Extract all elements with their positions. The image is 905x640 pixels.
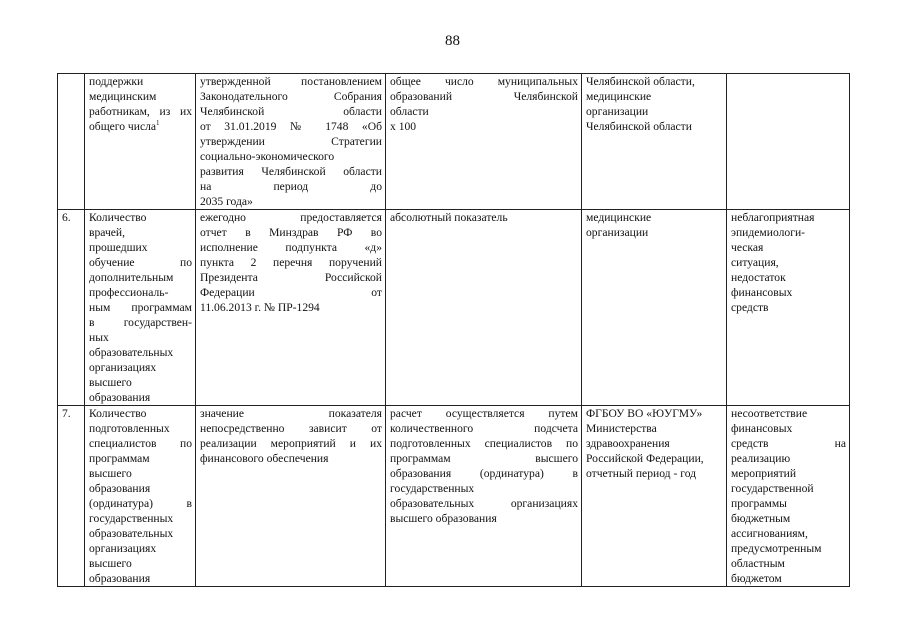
cell-line: 2035 года» <box>200 195 253 208</box>
cell-line: ассигнованиям, <box>731 527 808 540</box>
responsible-cell <box>582 210 727 406</box>
cell-line: исполнение подпункта «д» <box>200 241 382 254</box>
cell-line: высшего <box>89 467 132 480</box>
cell-line: обучение по <box>89 256 192 269</box>
calculation-method-cell <box>386 74 582 210</box>
cell-line: Количество <box>89 211 147 224</box>
cell-line: высшего <box>89 376 132 389</box>
row-number: 6. <box>62 211 71 224</box>
row-number-cell <box>58 406 85 587</box>
cell-line: развития Челябинской области <box>200 165 382 178</box>
cell-line: финансовых <box>731 286 793 299</box>
cell-line: медицинские <box>586 211 652 224</box>
cell-line: организации <box>586 226 649 239</box>
cell-line: в государствен- <box>89 316 192 329</box>
cell-line: ных <box>89 331 109 344</box>
cell-line: здравоохранения <box>586 437 670 450</box>
cell-line: непосредственно зависит от <box>200 422 382 435</box>
cell-line: Российской Федерации, <box>586 452 704 465</box>
risks-cell <box>727 406 850 587</box>
cell-line: неблагоприятная <box>731 211 815 224</box>
calculation-method-cell <box>386 210 582 406</box>
cell-line: дополнительным <box>89 271 174 284</box>
cell-line: программы <box>731 497 787 510</box>
table-row <box>58 74 850 210</box>
cell-line: подготовленных <box>89 422 170 435</box>
cell-line: организации <box>586 105 649 118</box>
cell-line: Законодательного Собрания <box>200 90 382 103</box>
cell-line: Федерации от <box>200 286 382 299</box>
cell-line: государственных <box>390 482 475 495</box>
footnote-marker: 1 <box>156 119 160 127</box>
cell-line: образовательных организациях <box>390 497 578 510</box>
cell-line: специалистов по <box>89 437 192 450</box>
cell-line: областным <box>731 557 785 570</box>
cell-line: государственной <box>731 482 814 495</box>
cell-line: общего числа$^1$ <box>89 119 160 133</box>
cell-line: значение показателя <box>200 407 382 420</box>
cell-line: врачей, <box>89 226 126 239</box>
cell-line: утвержденной постановлением <box>200 75 382 88</box>
cell-line: отчетный период - год <box>586 467 697 480</box>
cell-line: ежегодно предоставляется <box>200 211 382 224</box>
cell-line: финансовых <box>731 422 793 435</box>
risks-cell <box>727 74 850 210</box>
cell-line: образований Челябинской <box>390 90 578 103</box>
indicators-table <box>57 73 850 587</box>
cell-line: ФГБОУ ВО «ЮУГМУ» <box>586 407 703 420</box>
indicator-name-cell <box>85 74 196 210</box>
cell-line: образовательных <box>89 527 174 540</box>
cell-line: образовательных <box>89 346 174 359</box>
row-number-cell <box>58 74 85 210</box>
cell-line: недостаток <box>731 271 786 284</box>
cell-line: ситуация, <box>731 256 779 269</box>
cell-line: средств на <box>731 437 846 450</box>
cell-line: подготовленных специалистов по <box>390 437 578 450</box>
cell-line: организациях <box>89 542 157 555</box>
cell-line: ческая <box>731 241 764 254</box>
calculation-method-cell <box>386 406 582 587</box>
cell-line: Челябинской области <box>586 120 692 133</box>
cell-line: Президента Российской <box>200 271 382 284</box>
cell-line: x 100 <box>390 120 417 133</box>
cell-line: отчет в Минздрав РФ во <box>200 226 382 239</box>
indicator-name-cell <box>85 406 196 587</box>
regulation-cell <box>196 406 386 587</box>
cell-line: на период до <box>200 180 382 193</box>
cell-line: организациях <box>89 361 157 374</box>
page-number: 88 <box>445 33 460 49</box>
indicator-name-cell <box>85 210 196 406</box>
cell-line: мероприятий <box>731 467 797 480</box>
cell-line: программам высшего <box>390 452 578 465</box>
cell-line: бюджетным <box>731 512 791 525</box>
cell-line: реализации мероприятий и их <box>200 437 382 450</box>
cell-line: финансового обеспечения <box>200 452 329 465</box>
cell-line: образования <box>89 482 151 495</box>
cell-line: высшего образования <box>390 512 497 525</box>
regulation-cell <box>196 74 386 210</box>
cell-line: 11.06.2013 г. № ПР-1294 <box>200 301 320 314</box>
cell-line: (ординатура) в <box>89 497 192 510</box>
cell-line: образования (ординатура) в <box>390 467 578 480</box>
risks-cell <box>727 210 850 406</box>
cell-line: программам <box>89 452 150 465</box>
cell-line: абсолютный показатель <box>390 211 508 224</box>
cell-line: общее число муниципальных <box>390 75 578 88</box>
row-number: 7. <box>62 407 71 420</box>
cell-line: высшего <box>89 557 132 570</box>
regulation-cell <box>196 210 386 406</box>
cell-line: эпидемиологи- <box>731 226 806 239</box>
cell-line: расчет осуществляется путем <box>390 407 578 420</box>
cell-line: Министерства <box>586 422 657 435</box>
cell-line: образования <box>89 391 151 404</box>
cell-line: прошедших <box>89 241 148 254</box>
cell-line: пункта 2 перечня поручений <box>200 256 382 269</box>
cell-line: утверждении Стратегии <box>200 135 382 148</box>
cell-line: Челябинской области, <box>586 75 695 88</box>
cell-line: количественного подсчета <box>390 422 578 435</box>
cell-line: средств <box>731 301 769 314</box>
cell-line: Челябинской области <box>200 105 382 118</box>
cell-line: бюджетом <box>731 572 782 585</box>
cell-line: работникам, из их <box>89 105 192 118</box>
cell-line: медицинским <box>89 90 157 103</box>
cell-line: медицинские <box>586 90 652 103</box>
cell-line: образования <box>89 572 151 585</box>
table-row <box>58 210 850 406</box>
cell-line: реализацию <box>731 452 791 465</box>
table-body <box>58 74 850 587</box>
cell-line: ным программам <box>89 301 192 314</box>
cell-line: поддержки <box>89 75 144 88</box>
cell-line: государственных <box>89 512 174 525</box>
responsible-cell <box>582 74 727 210</box>
cell-line: области <box>390 105 429 118</box>
table-row <box>58 406 850 587</box>
cell-line: Количество <box>89 407 147 420</box>
row-number-cell <box>58 210 85 406</box>
cell-line: несоответствие <box>731 407 808 420</box>
cell-line: социально-экономического <box>200 150 335 163</box>
cell-line: от 31.01.2019 № 1748 «Об <box>200 120 382 133</box>
cell-line: профессиональ- <box>89 286 169 299</box>
responsible-cell <box>582 406 727 587</box>
cell-line: предусмотренным <box>731 542 822 555</box>
